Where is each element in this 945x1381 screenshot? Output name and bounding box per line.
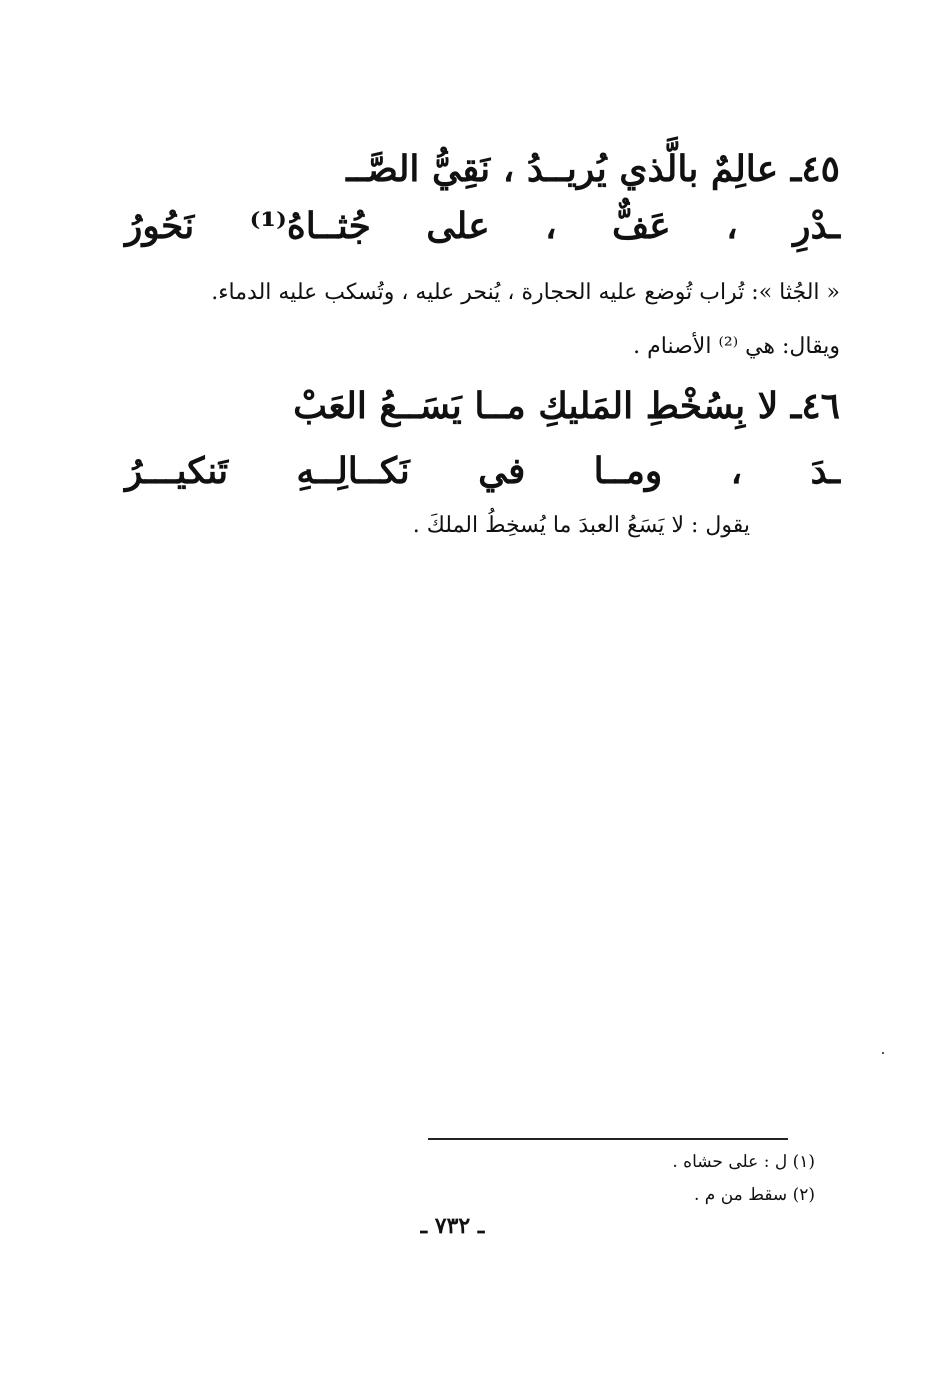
- verse-45-line-2: ـدْرِ ، عَفٌّ ، على جُثــاهُ⁽¹⁾ نَحُورُ: [125, 205, 840, 247]
- verse-46-line-2: ـدَ ، ومــا في نَكــالِــهِ تَنكيـــرُ: [125, 450, 840, 492]
- footnote-separator: [428, 1138, 788, 1140]
- verse-45-line-1: ٤٥ـ عالِمٌ بالَّذي يُريــدُ ، نَقِيُّ الصَّــ: [346, 148, 840, 190]
- page-number: ـ ٧٣٢ ـ: [420, 1213, 485, 1239]
- verse-45-commentary-2: ويقال: هي ⁽²⁾ الأصنام .: [633, 334, 840, 359]
- footnote-1: (١) ل : على حشاه .: [672, 1152, 815, 1172]
- scan-speck: [882, 1052, 884, 1054]
- footnote-2: (٢) سقط من م .: [694, 1185, 815, 1205]
- verse-45-commentary-1: « الجُثا »: تُراب تُوضع عليه الحجارة ، يُنحر عليه ، وتُسكب عليه الدماء.: [211, 280, 840, 305]
- verse-46-commentary-1: يقول : لا يَسَعُ العبدَ ما يُسخِطُ الملكَ .: [412, 513, 750, 538]
- verse-46-line-1: ٤٦ـ لا بِسُخْطِ المَليكِ مــا يَسَــعُ العَبْ: [293, 385, 840, 427]
